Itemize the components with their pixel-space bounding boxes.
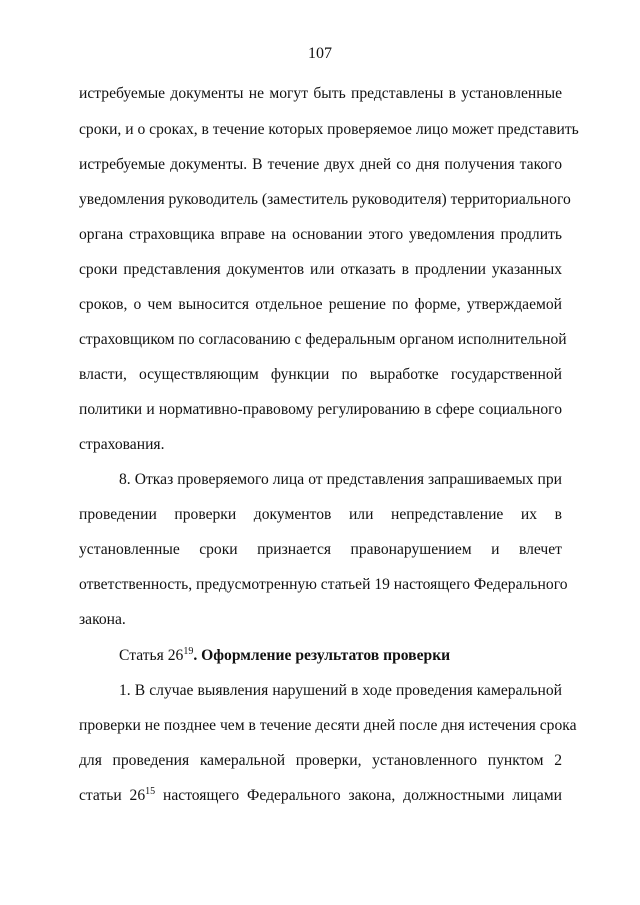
paragraph-line: страховщиком по согласованию с федеральным органом исполнительной [79, 331, 567, 348]
paragraph-line [79, 786, 562, 806]
paragraph-line: органа страховщика вправе на основании этого уведомления продлить [79, 226, 562, 243]
paragraph-line: проверки не позднее чем в течение десяти дней после дня истечения срока [79, 717, 577, 734]
paragraph-line: 1. В случае выявления нарушений в ходе проведения камеральной [119, 682, 562, 699]
paragraph-line: уведомления руководитель (заместитель руководителя) территориального [79, 191, 571, 208]
article-superscript: 19 [183, 646, 194, 657]
paragraph-line: политики и нормативно-правовому регулированию в сфере социального [79, 401, 562, 418]
paragraph-line: для проведения камеральной проверки, установленного пунктом 2 [79, 752, 562, 769]
article-prefix: Статья 26 [119, 647, 184, 664]
paragraph-line: истребуемые документы не могут быть представлены в установленные [79, 85, 562, 102]
paragraph-line: установленные сроки признается правонарушением и влечет [79, 541, 562, 558]
line-superscript: 15 [145, 786, 156, 797]
line-prefix: статьи 26 [79, 787, 146, 804]
paragraph-line: сроков, о чем выносится отдельное решение по форме, утверждаемой [79, 296, 562, 313]
paragraph-line: 8. Отказ проверяемого лица от представления запрашиваемых при [119, 471, 562, 488]
article-title: . Оформление результатов проверки [193, 647, 451, 664]
paragraph-line: ответственность, предусмотренную статьей 19 настоящего Федерального [79, 576, 568, 593]
paragraph-line: проведении проверки документов или непредставление их в [79, 506, 562, 523]
page-number: 107 [308, 45, 332, 62]
paragraph-line: закона. [79, 611, 126, 628]
paragraph-line: страхования. [79, 436, 165, 453]
paragraph-line: власти, осуществляющим функции по выработке государственной [79, 366, 562, 383]
article-heading [119, 646, 450, 666]
paragraph-line: истребуемые документы. В течение двух дней со дня получения такого [79, 156, 562, 173]
line-rest: настоящего Федерального закона, должностными лицами [155, 787, 562, 804]
paragraph-line: сроки представления документов или отказать в продлении указанных [79, 261, 562, 278]
paragraph-line: сроки, и о сроках, в течение которых проверяемое лицо может представить [79, 121, 579, 138]
